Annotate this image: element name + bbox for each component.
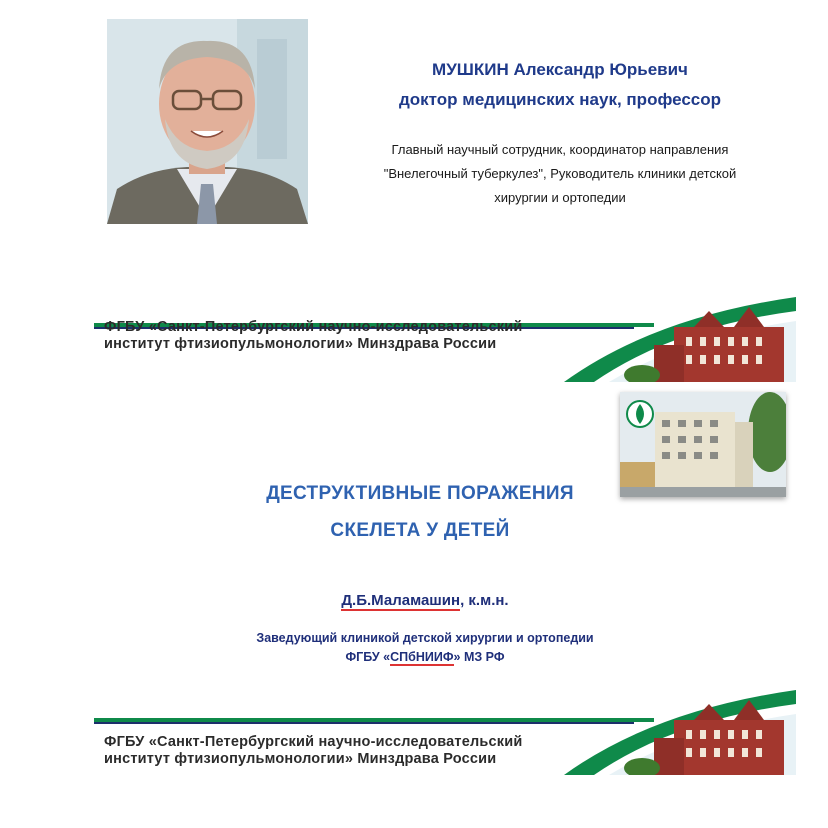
author-name: Д.Б.Маламашин [341, 592, 461, 609]
author-position-line-1: Заведующий клиникой детской хирургии и ортопедии [256, 631, 594, 645]
banner-line-2: институт фтизиопульмонологии» Минздрава России [104, 751, 497, 767]
org-suffix: » МЗ РФ [453, 650, 505, 664]
banner-line-1: ФГБУ «Санкт-Петербургский научно-исследовательский [104, 734, 523, 750]
portrait-illustration [107, 19, 308, 224]
profile-photo [107, 19, 308, 224]
profile-position-line-2: "Внелегочный туберкулез", Руководитель клиники детской [383, 166, 737, 181]
profile-name: МУШКИН Александр Юрьевич [432, 60, 688, 79]
institute-banner-bottom [94, 690, 796, 775]
org-abbreviation: СПбНИИФ [390, 650, 454, 664]
building-illustration [620, 392, 786, 497]
profile-position-line-1: Главный научный сотрудник, координатор направления [391, 142, 729, 157]
slide-title-line-1: ДЕСТРУКТИВНЫЕ ПОРАЖЕНИЯ [266, 483, 574, 504]
org-prefix: ФГБУ « [345, 650, 391, 664]
clinic-building-photo [620, 392, 786, 497]
author-degree: , к.м.н. [460, 592, 509, 609]
slide-title-line-2: СКЕЛЕТА У ДЕТЕЙ [330, 520, 510, 541]
author-position-line-2 [200, 650, 650, 664]
banner-line-1: ФГБУ «Санкт-Петербургский научно-исследовательский [104, 319, 523, 335]
institute-banner-top [94, 297, 796, 382]
profile-position-line-3: хирургии и ортопедии [494, 190, 626, 205]
profile-degree: доктор медицинских наук, профессор [398, 90, 722, 109]
banner-line-2: институт фтизиопульмонологии» Минздрава России [104, 336, 497, 352]
author-line [260, 592, 590, 609]
